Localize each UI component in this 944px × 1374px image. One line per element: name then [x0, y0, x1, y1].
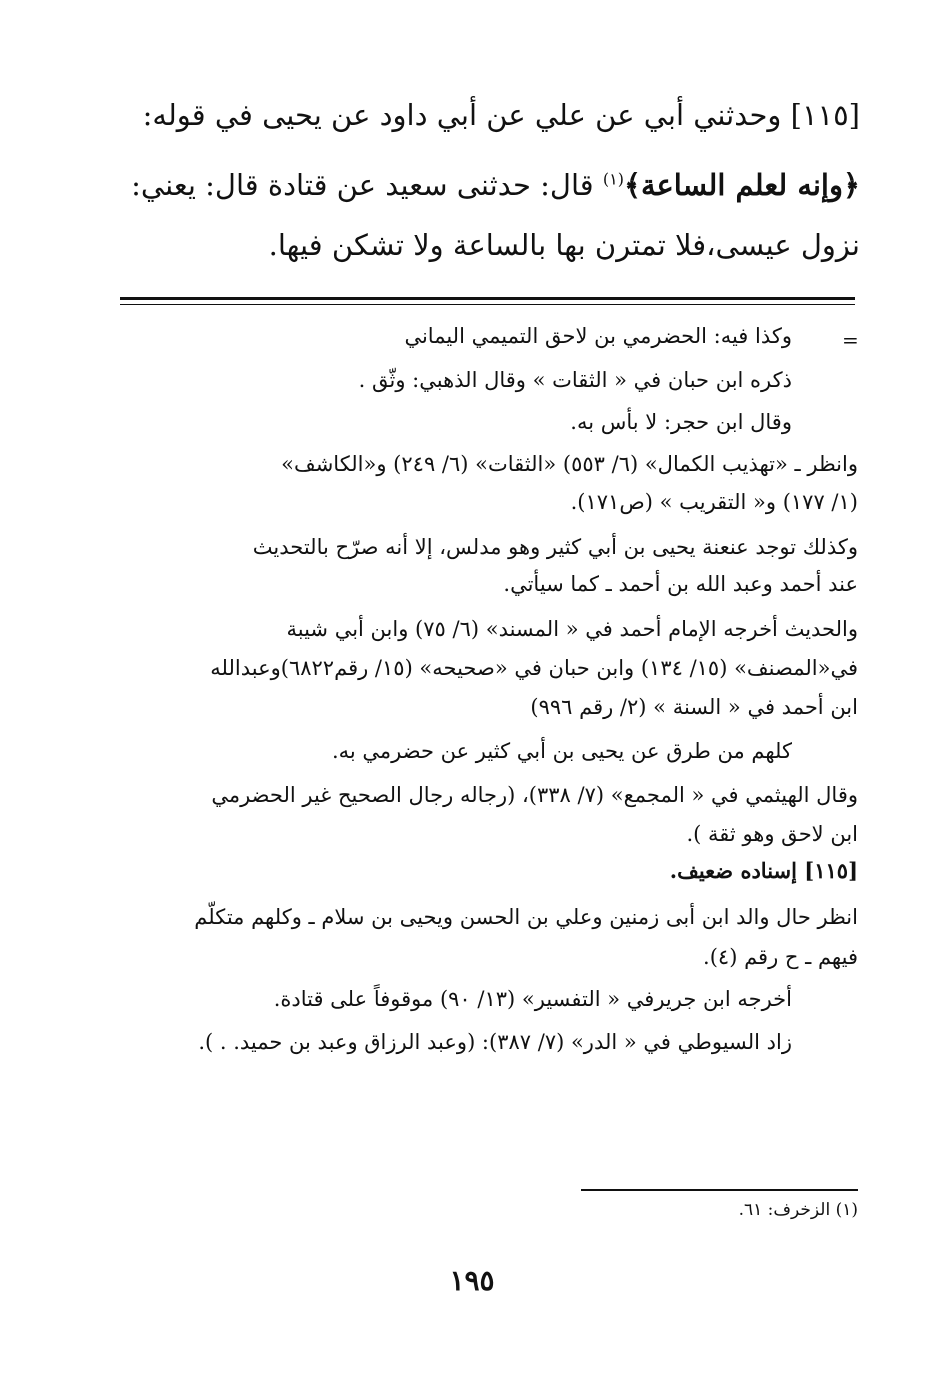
footnote-line: ذكره ابن حبان في « الثقات » وقال الذهبي: وثّق .	[358, 368, 792, 392]
main-text-line-2	[131, 168, 860, 202]
footnote-line: انظر حال والد ابن أبى زمنين وعلي بن الحسن ويحيى بن سلام ـ وكلهم متكلّم	[194, 905, 858, 929]
main-text-line-2-rest: قال: حدثنى سعيد عن قتادة قال: يعني:	[131, 168, 603, 202]
page-number: ١٩٥	[449, 1264, 495, 1297]
continuation-mark: =	[842, 328, 859, 352]
main-text-line-3: نزول عيسى،فلا تمترن بها بالساعة ولا تشكن فيها.	[268, 228, 860, 262]
footnote-line: زاد السيوطي في « الدر» (٧/ ٣٨٧): (وعبد الرزاق وعبد بن حميد. . ).	[198, 1030, 792, 1054]
footnote-line: فيهم ـ ح رقم (٤).	[703, 945, 858, 969]
footnote-ref: (١)	[602, 169, 624, 189]
endnote-rule	[581, 1189, 858, 1191]
footnote-line: عند أحمد وعبد الله بن أحمد ـ كما سيأتي.	[503, 572, 858, 596]
endnote: (١) الزخرف: ٦١.	[738, 1200, 858, 1220]
separator-rule-thick	[120, 297, 855, 300]
footnote-line: وكذلك توجد عنعنة يحيى بن أبي كثير وهو مدلس، إلا أنه صرّح بالتحديث	[252, 535, 858, 559]
footnote-line: في«المصنف» (١٥/ ١٣٤) وابن حبان في «صحيحه» (١٥/ رقم٦٨٢٢)وعبدالله	[210, 656, 858, 680]
footnote-line: وقال ابن حجر: لا بأس به.	[570, 410, 792, 434]
footnote-line: ابن لاحق وهو ثقة ).	[686, 822, 858, 846]
quran-quote: ﴿وإنه لعلم الساعة﴾	[623, 168, 860, 202]
footnote-line: ابن أحمد في « السنة » (٢/ رقم ٩٩٦)	[530, 695, 858, 719]
footnote-line: (١/ ١٧٧) و« التقريب » (ص١٧١).	[570, 490, 858, 514]
footnote-line: وانظر ـ «تهذيب الكمال» (٦/ ٥٥٣) «الثقات» (٦/ ٢٤٩) و«الكاشف»	[281, 452, 858, 476]
footnote-line: كلهم من طرق عن يحيى بن أبي كثير عن حضرمي به.	[331, 739, 792, 763]
isnad-heading: [١١٥] إسناده ضعيف.	[669, 858, 858, 883]
footnote-line: أخرجه ابن جريرفي « التفسير» (١٣/ ٩٠) موقوفاً على قتادة.	[273, 987, 792, 1011]
footnote-line: وكذا فيه: الحضرمي بن لاحق التميمي اليماني	[404, 324, 792, 348]
footnote-line: والحديث أخرجه الإمام أحمد في « المسند» (٦/ ٧٥) وابن أبي شيبة	[286, 617, 858, 641]
main-text-line-1: [١١٥] وحدثني أبي عن علي عن أبي داود عن يحيى في قوله:	[142, 98, 860, 132]
separator-rule-thin	[120, 304, 855, 305]
footnote-line: وقال الهيثمي في « المجمع» (٧/ ٣٣٨)، (رجاله رجال الصحيح غير الحضرمي	[211, 783, 858, 807]
